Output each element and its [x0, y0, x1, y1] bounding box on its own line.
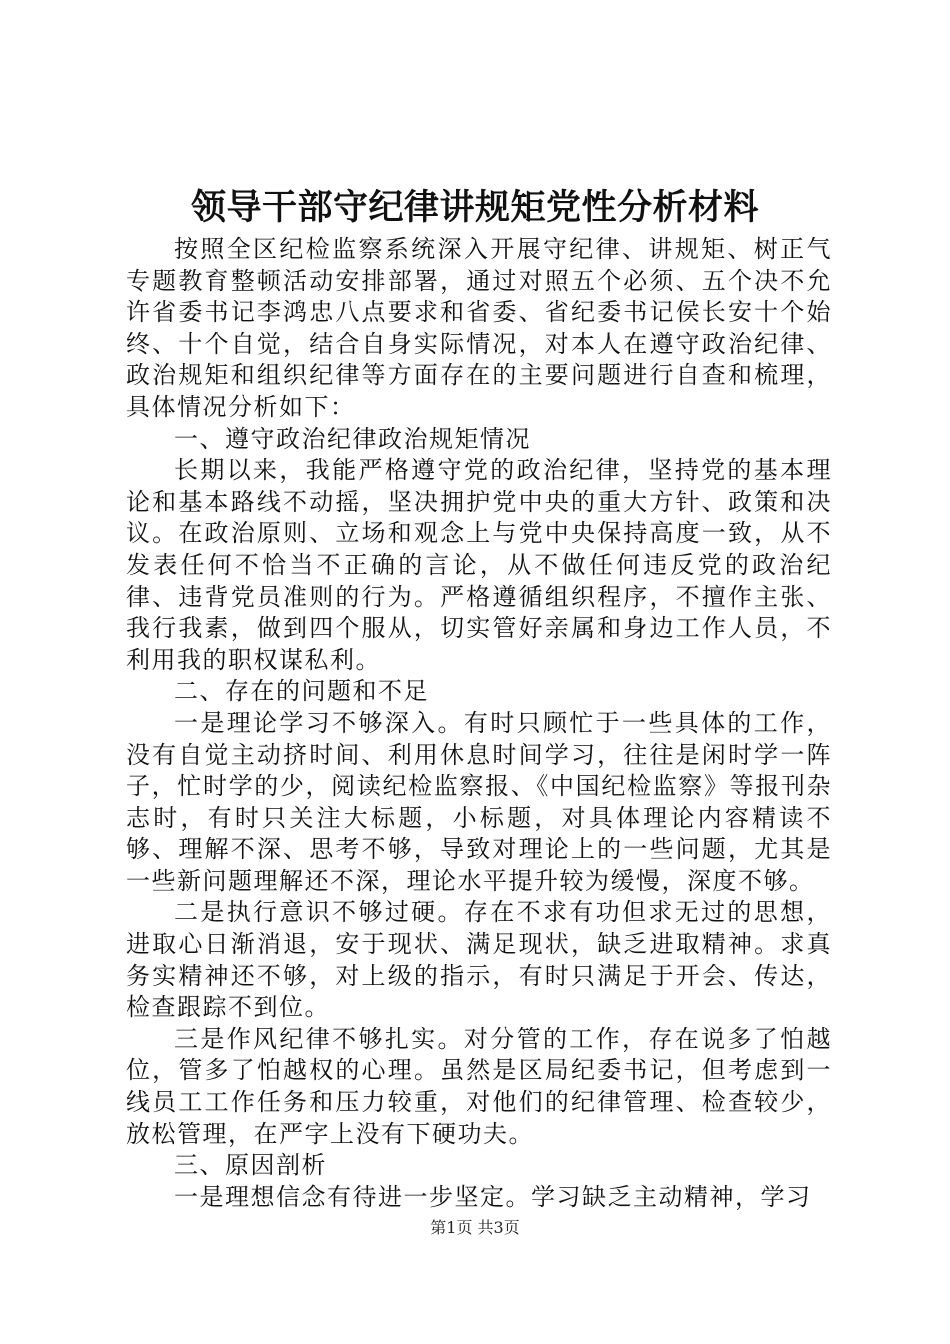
cause-paragraph-1: 一是理想信念有待进一步坚定。学习缺乏主动精神，学习 [174, 1182, 812, 1211]
document-title: 领导干部守纪律讲规矩党性分析材料 [190, 187, 759, 228]
problem-paragraph-3: 三是作风纪律不够扎实。对分管的工作，存在说多了怕越位，管多了怕越权的心理。虽然是区局纪委书记，但考虑到一线员工工作任务和压力较重，对他们的纪律管理、检查较少，放松管理，在严字上没有下硬功夫。 [126, 1024, 832, 1148]
page-number-footer: 第1页 共3页 [430, 1218, 520, 1237]
section-heading-1: 一、遵守政治纪律政治规矩情况 [174, 424, 531, 453]
problem-paragraph-1: 一是理论学习不够深入。有时只顾忙于一些具体的工作，没有自觉主动挤时间、利用休息时间学习，往往是闲时学一阵子，忙时学的少，阅读纪检监察报、《中国纪检监察》等报刊杂志时，有时只关注大标题，小标题，对具体理论内容精读不够、理解不深、思考不够，导致对理论上的一些问题，尤其是一些新问题理解还不深，理论水平提升较为缓慢，深度不够。 [126, 708, 832, 895]
section-1-paragraph: 长期以来，我能严格遵守党的政治纪律，坚持党的基本理论和基本路线不动摇，坚决拥护党中央的重大方针、政策和决议。在政治原则、立场和观念上与党中央保持高度一致，从不发表任何不恰当不正确的言论，从不做任何违反党的政治纪律、违背党员准则的行为。严格遵循组织程序，不擅作主张、我行我素，做到四个服从，切实管好亲属和身边工作人员，不利用我的职权谋私利。 [126, 456, 832, 674]
problem-paragraph-2: 二是执行意识不够过硬。存在不求有功但求无过的思想，进取心日渐消退，安于现状、满足现状，缺乏进取精神。求真务实精神还不够，对上级的指示，有时只满足于开会、传达，检查跟踪不到位。 [126, 898, 832, 1022]
section-heading-2: 二、存在的问题和不足 [174, 677, 429, 706]
section-heading-3: 三、原因剖析 [174, 1151, 327, 1180]
document-body [126, 234, 832, 1213]
intro-paragraph: 按照全区纪检监察系统深入开展守纪律、讲规矩、树正气专题教育整顿活动安排部署，通过对照五个必须、五个决不允许省委书记李鸿忠八点要求和省委、省纪委书记侯长安十个始终、十个自觉，结合自身实际情况，对本人在遵守政治纪律、政治规矩和组织纪律等方面存在的主要问题进行自查和梳理，具体情况分析如下： [126, 235, 832, 421]
